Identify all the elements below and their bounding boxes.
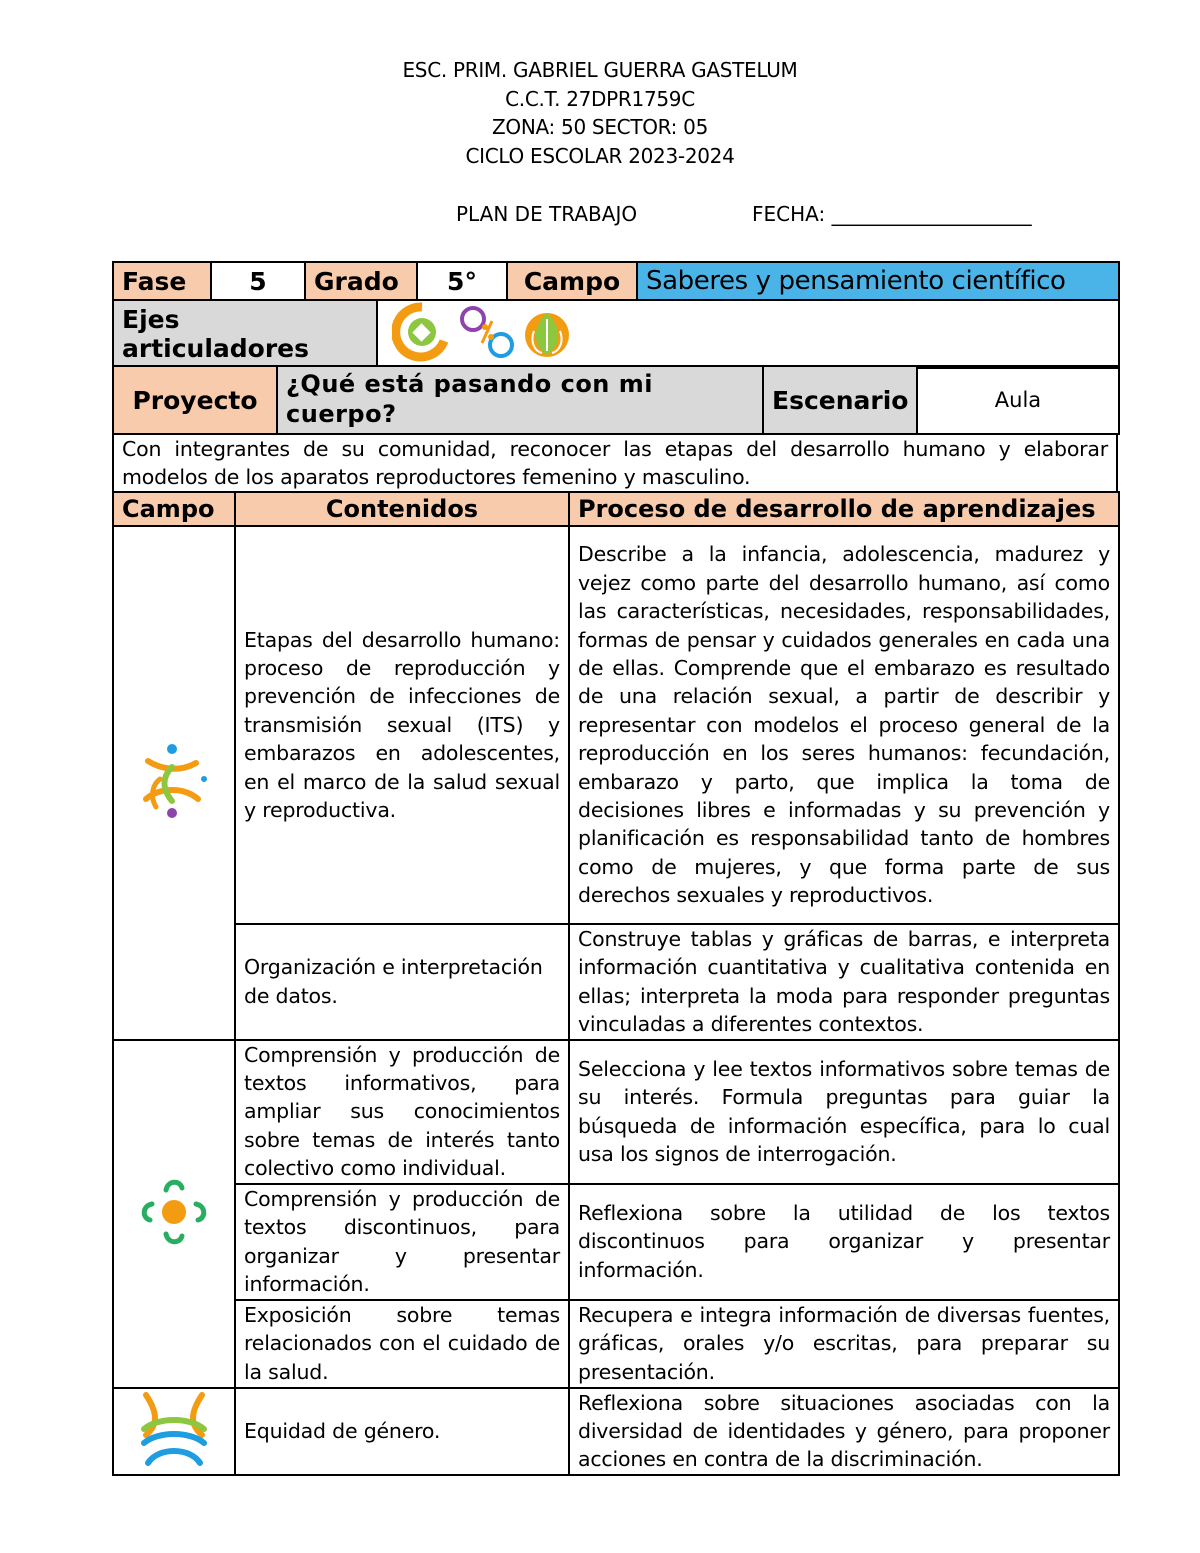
campo-cell-saberes — [113, 526, 235, 1040]
saberes-pensamiento-cientifico-icon — [134, 741, 214, 821]
proyecto-value: ¿Qué está pasando con mi cuerpo? — [277, 366, 763, 434]
proposito-text: Con integrantes de su comunidad, reconocer las etapas del desarrollo humano y elaborar modelos de los aparatos reproductores femenino y masculino. — [113, 434, 1117, 493]
zona-sector: ZONA: 50 SECTOR: 05 — [491, 115, 709, 139]
proposito-table — [112, 433, 1118, 494]
proceso-cell: Selecciona y lee textos informativos sobre temas de su interés. Formula preguntas para guiar la búsqueda de información específica, para lo cual usa los signos de interrogación. — [569, 1040, 1119, 1184]
contenido-cell: Equidad de género. — [235, 1388, 569, 1475]
fase-label: Fase — [113, 262, 211, 300]
table-row — [113, 1040, 1119, 1184]
school-name: ESC. PRIM. GABRIEL GUERRA GASTELUM — [402, 58, 798, 82]
fecha-field: FECHA: ____________________ — [752, 202, 1032, 226]
contenidos-table — [112, 491, 1120, 1476]
col-campo-header: Campo — [113, 492, 235, 526]
campo-cell-lenguajes — [113, 1040, 235, 1388]
contenido-cell: Comprensión y producción de textos informativos, para ampliar sus conocimientos sobre temas de interés tanto colectivo como individual. — [235, 1040, 569, 1184]
ejes-icon-group — [392, 301, 582, 363]
proyecto-label: Proyecto — [113, 366, 277, 434]
fase-value: 5 — [211, 262, 305, 300]
cct-code: C.C.T. 27DPR1759C — [505, 87, 695, 111]
contenido-cell: Etapas del desarrollo humano: proceso de reproducción y prevención de infecciones de transmisión sexual (ITS) y embarazos en adolescentes, en el marco de la salud sexual y reproductiva. — [235, 526, 569, 924]
pensamiento-critico-icon — [462, 308, 512, 356]
grado-value: 5° — [417, 262, 507, 300]
proceso-cell: Reflexiona sobre la utilidad de los textos discontinuos para organizar y presentar información. — [569, 1184, 1119, 1300]
info-table — [112, 261, 1120, 301]
ejes-label: Ejes articuladores — [113, 300, 377, 368]
proceso-cell: Recupera e integra información de diversas fuentes, gráficas, orales y/o escritas, para preparar su presentación. — [569, 1300, 1119, 1388]
etica-naturaleza-sociedades-icon — [134, 1389, 214, 1469]
table-row — [113, 924, 1119, 1040]
campo-label: Campo — [507, 262, 637, 300]
plan-de-trabajo: PLAN DE TRABAJO — [456, 202, 638, 226]
table-row — [113, 1184, 1119, 1300]
ejes-table — [112, 299, 1120, 369]
vida-saludable-icon — [525, 313, 569, 357]
col-contenidos-header: Contenidos — [235, 492, 569, 526]
contenido-cell: Comprensión y producción de textos discontinuos, para organizar y presentar información. — [235, 1184, 569, 1300]
grado-label: Grado — [305, 262, 417, 300]
proceso-cell: Describe a la infancia, adolescencia, madurez y vejez como parte del desarrollo humano, así como las características, necesidades, responsabilidades, formas de pensar y cuidados generales en cada una de ellas. Comprende que el embarazo es resultado de una relación sexual, a partir de describir y representar con modelos el proceso general de la reproducción en los seres humanos: fecundación, embarazo y parto, que implica la toma de decisiones libres e informadas y su prevención y planificación es responsabilidad tanto de hombres como de mujeres, y que forma parte de sus derechos sexuales y reproductivos. — [569, 526, 1119, 924]
campo-value: Saberes y pensamiento científico — [637, 262, 1119, 300]
lenguajes-icon — [134, 1172, 214, 1252]
proceso-cell: Construye tablas y gráficas de barras, e interpreta información cuantitativa y cualitativa contenida en ellas; interpreta la moda para responder preguntas vinculadas a diferentes contextos. — [569, 924, 1119, 1040]
contenido-cell: Organización e interpretación de datos. — [235, 924, 569, 1040]
proceso-cell: Reflexiona sobre situaciones asociadas con la diversidad de identidades y género, para proponer acciones en contra de la discriminación. — [569, 1388, 1119, 1475]
inclusion-icon — [396, 307, 444, 357]
proyecto-table — [112, 365, 1120, 435]
table-row — [113, 1300, 1119, 1388]
contenido-cell: Exposición sobre temas relacionados con el cuidado de la salud. — [235, 1300, 569, 1388]
escenario-label: Escenario — [763, 366, 917, 434]
table-row — [113, 1388, 1119, 1475]
escenario-value: Aula — [917, 366, 1119, 434]
col-proceso-header: Proceso de desarrollo de aprendizajes — [569, 492, 1119, 526]
table-row — [113, 526, 1119, 924]
ciclo-escolar: CICLO ESCOLAR 2023-2024 — [465, 144, 735, 168]
ejes-icons — [377, 300, 1119, 368]
campo-cell-etica — [113, 1388, 235, 1475]
